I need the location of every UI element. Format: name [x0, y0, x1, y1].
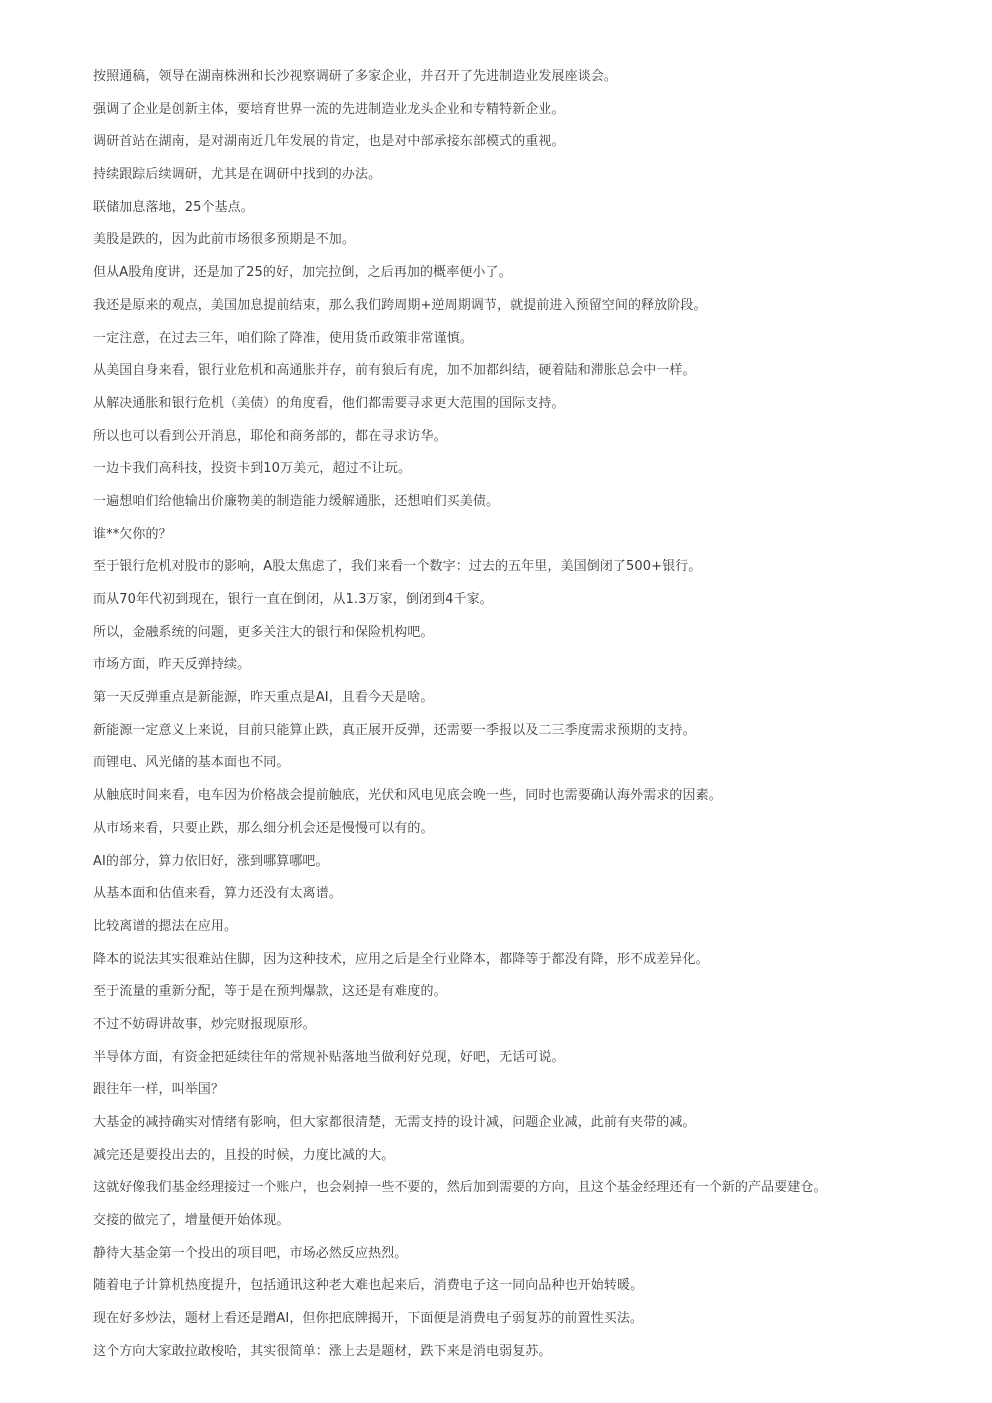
document-body — [93, 66, 953, 1374]
paragraph: 新能源一定意义上来说，目前只能算止跌，真正展开反弹，还需要一季报以及二三季度需求预期的支持。 — [93, 722, 696, 738]
paragraph: 随着电子计算机热度提升，包括通讯这种老大难也起来后，消费电子这一同向品种也开始转暖。 — [93, 1278, 644, 1294]
paragraph: 强调了企业是创新主体，要培育世界一流的先进制造业龙头企业和专精特新企业。 — [93, 101, 565, 117]
paragraph: 按照通稿，领导在湖南株洲和长沙视察调研了多家企业，并召开了先进制造业发展座谈会。 — [93, 69, 618, 84]
paragraph: 一边卡我们高科技，投资卡到10万美元，超过不让玩。 — [93, 461, 412, 477]
paragraph: 一遍想咱们给他输出价廉物美的制造能力缓解通胀，还想咱们买美债。 — [93, 493, 500, 509]
paragraph: 交接的做完了，增量便开始体现。 — [93, 1213, 290, 1229]
paragraph: 调研首站在湖南，是对湖南近几年发展的肯定，也是对中部承接东部模式的重视。 — [93, 134, 565, 150]
paragraph: 从美国自身来看，银行业危机和高通胀并存，前有狼后有虎，加不加都纠结，硬着陆和滞胀总会中一样。 — [93, 363, 696, 379]
paragraph: 大基金的减持确实对情绪有影响，但大家都很清楚，无需支持的设计减，问题企业减，此前有夹带的减。 — [93, 1115, 696, 1130]
paragraph: 第一天反弹重点是新能源，昨天重点是AI，且看今天是啥。 — [93, 690, 434, 706]
paragraph: 但从A股角度讲，还是加了25的好，加完拉倒，之后再加的概率便小了。 — [93, 265, 512, 281]
paragraph: 而从70年代初到现在，银行一直在倒闭，从1.3万家，倒闭到4千家。 — [93, 592, 493, 607]
paragraph: 市场方面，昨天反弹持续。 — [93, 657, 251, 673]
paragraph: 静待大基金第一个投出的项目吧，市场必然反应热烈。 — [93, 1245, 408, 1261]
paragraph: 一定注意，在过去三年，咱们除了降准，使用货币政策非常谨慎。 — [93, 330, 473, 346]
paragraph: 我还是原来的观点，美国加息提前结束，那么我们跨周期+逆周期调节，就提前进入预留空间的释放阶段。 — [93, 297, 707, 313]
paragraph: 减完还是要投出去的，且投的时候，力度比减的大。 — [93, 1147, 395, 1163]
paragraph: 这个方向大家敢拉敢梭哈，其实很简单：涨上去是题材，跌下来是消电弱复苏。 — [93, 1343, 552, 1359]
paragraph: 美股是跌的，因为此前市场很多预期是不加。 — [93, 232, 356, 248]
paragraph: 持续跟踪后续调研，尤其是在调研中找到的办法。 — [93, 167, 382, 183]
paragraph: 联储加息落地，25个基点。 — [93, 199, 254, 215]
paragraph: 所以，金融系统的问题，更多关注大的银行和保险机构吧。 — [93, 624, 434, 640]
paragraph: 降本的说法其实很难站住脚，因为这种技术，应用之后是全行业降本，都降等于都没有降，形不成差异化。 — [93, 951, 709, 967]
paragraph: AI的部分，算力依旧好，涨到哪算哪吧。 — [93, 853, 329, 869]
paragraph: 至于银行危机对股市的影响，A股太焦虑了，我们来看一个数字：过去的五年里，美国倒闭了500+银行。 — [93, 559, 702, 575]
paragraph: 从触底时间来看，电车因为价格战会提前触底，光伏和风电见底会晚一些，同时也需要确认海外需求的因素。 — [93, 788, 722, 804]
paragraph: 现在好多炒法，题材上看还是蹭AI，但你把底牌揭开，下面便是消费电子弱复苏的前置性买法。 — [93, 1311, 644, 1327]
paragraph: 从市场来看，只要止跌，那么细分机会还是慢慢可以有的。 — [93, 820, 434, 836]
paragraph: 所以也可以看到公开消息，耶伦和商务部的，都在寻求访华。 — [93, 428, 447, 444]
paragraph: 比较离谱的摁法在应用。 — [93, 918, 238, 934]
paragraph: 从基本面和估值来看，算力还没有太离谱。 — [93, 886, 342, 902]
paragraph: 跟往年一样，叫举国？ — [93, 1082, 225, 1098]
paragraph: 不过不妨碍讲故事，炒完财报现原形。 — [93, 1016, 316, 1032]
paragraph: 这就好像我们基金经理接过一个账户，也会剁掉一些不要的，然后加到需要的方向，且这个基金经理还有一个新的产品要建仓。 — [93, 1180, 827, 1196]
paragraph: 而锂电、风光储的基本面也不同。 — [93, 755, 290, 771]
paragraph: 至于流量的重新分配，等于是在预判爆款，这还是有难度的。 — [93, 984, 447, 1000]
paragraph: 谁**欠你的？ — [93, 526, 172, 542]
paragraph: 半导体方面，有资金把延续往年的常规补贴落地当做利好兑现，好吧，无话可说。 — [93, 1049, 565, 1065]
paragraph: 从解决通胀和银行危机（美债）的角度看，他们都需要寻求更大范围的国际支持。 — [93, 395, 565, 411]
